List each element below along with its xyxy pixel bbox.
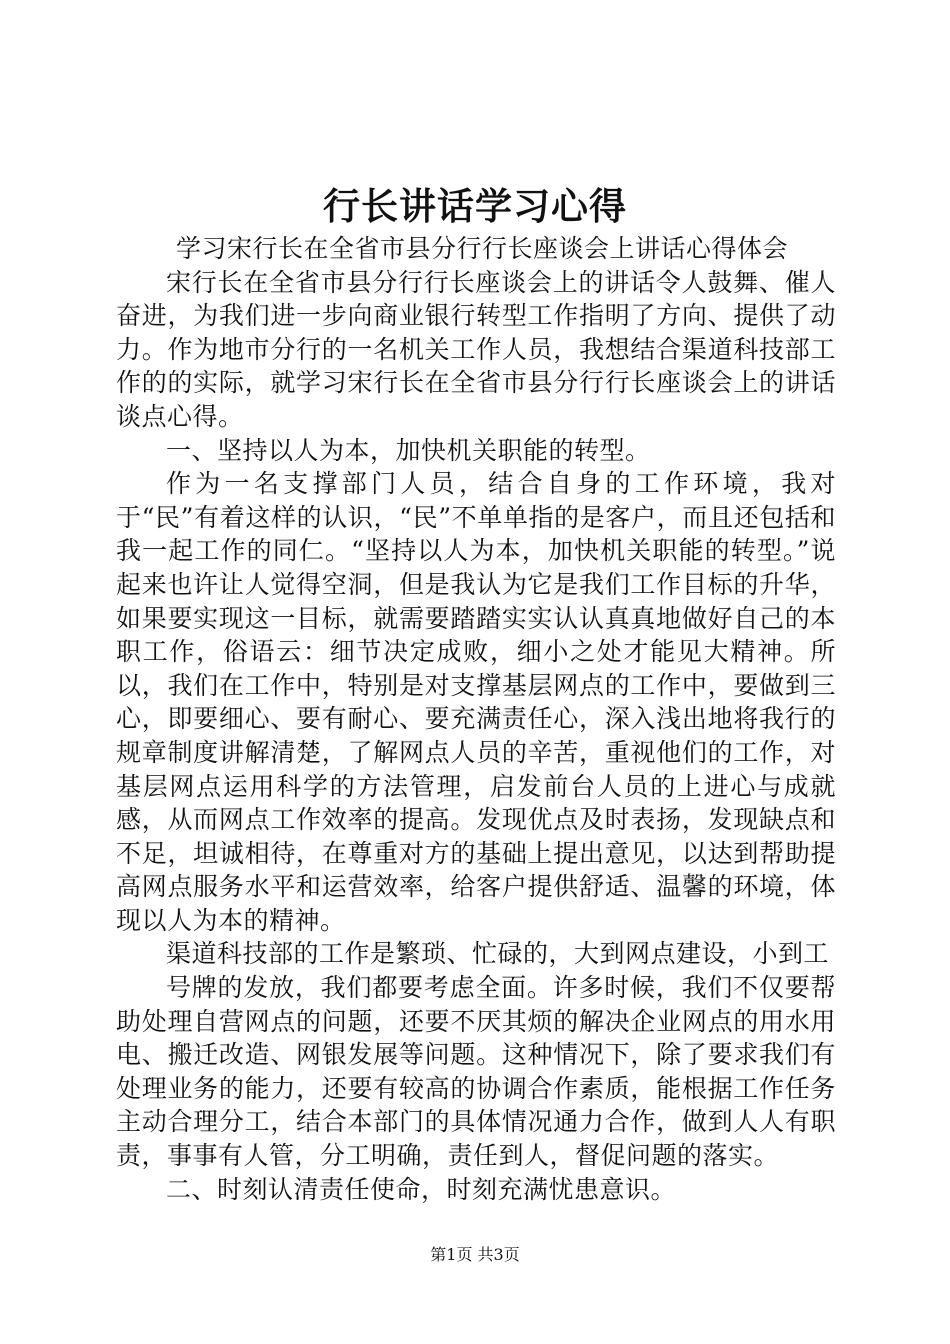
section-heading-1: 一、坚持以人为本，加快机关职能的转型。 <box>166 435 651 465</box>
subtitle-paragraph: 学习宋行长在全省市县分行行长座谈会上讲话心得体会 <box>176 234 789 263</box>
body-paragraph-channel-work: 渠道科技部的工作是繁琐、忙碌的，大到网点建设，小到工 <box>166 939 830 969</box>
section-heading-2: 二、时刻认清责任使命，时刻充满忧患意识。 <box>166 1174 677 1204</box>
body-paragraph-coordination: 号牌的发放，我们都要考虑全面。许多时候，我们不仅要帮助处理自营网点的问题，还要不厌其烦的解决企业网点的用水用电、搬迁改造、网银发展等问题。这种情况下，除了要求我们有处理业务的能力，还要有较高的协调合作素质，能根据工作任务主动合理分工，结合本部门的具体情况通力合作，做到人人有职责，事事有人管，分工明确，责任到人，督促问题的落实。 <box>116 973 836 1171</box>
body-paragraph-people-oriented: 作为一名支撑部门人员，结合自身的工作环境，我对于“民”有着这样的认识，“民”不单单指的是客户，而且还包括和我一起工作的同仁。“坚持以人为本，加快机关职能的转型。”说起来也许让人觉得空洞，但是我认为它是我们工作目标的升华，如果要实现这一目标，就需要踏踏实实认认真真地做好自己的本职工作，俗语云：细节决定成败，细小之处才能见大精神。所以，我们在工作中，特别是对支撑基层网点的工作中，要做到三心，即要细心、要有耐心、要充满责任心，深入浅出地将我行的规章制度讲解清楚，了解网点人员的辛苦，重视他们的工作，对基层网点运用科学的方法管理，启发前台人员的上进心与成就感，从而网点工作效率的提高。发现优点及时表扬，发现缺点和不足，坦诚相待，在尊重对方的基础上提出意见，以达到帮助提高网点服务水平和运营效率，给客户提供舒适、温馨的环境，体现以人为本的精神。 <box>116 469 836 935</box>
document-body <box>116 232 836 1206</box>
document-title: 行长讲话学习心得 <box>323 184 627 228</box>
body-paragraph-intro: 宋行长在全省市县分行行长座谈会上的讲话令人鼓舞、催人奋进，为我们进一步向商业银行转型工作指明了方向、提供了动力。作为地市分行的一名机关工作人员，我想结合渠道科技部工作的的实际，就学习宋行长在全省市县分行行长座谈会上的讲话谈点心得。 <box>116 267 836 431</box>
page-footer: 第1页 共3页 <box>430 1245 520 1264</box>
